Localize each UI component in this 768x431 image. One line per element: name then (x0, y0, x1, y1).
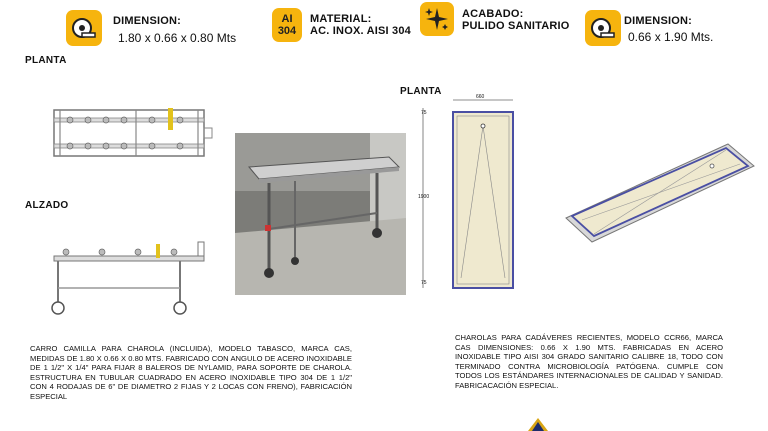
stretcher-description: CARRO CAMILLA PARA CHAROLA (INCLUIDA), MODELO TABASCO, MARCA CAS, MEDIDAS DE 1.80 X 0.66 X 0.80 MTS. FABRICADO CON ANGULO DE ACERO INOXIDABLE DE 1 1/2" X 1/4" PARA FIJAR 8 BALEROS DE NYLAMID, PARA SOPORTE DE CHAROLA. ESTRUCTURA EN TUBULAR CUADRADO EN ACERO INOXIDABLE TIPO 304 DE 1 1/2" CON 4 RODAJAS DE 6" DE DIAMETRO 2 FIJAS Y 2 LOCAS CON FRENO), FABRICACIÓN ESPECIAL (30, 344, 352, 401)
material-label: MATERIAL: (310, 13, 372, 25)
tray-3d-render (562, 138, 760, 248)
alzado-title: ALZADO (25, 200, 69, 211)
finish-value: PULIDO SANITARIO (462, 20, 570, 32)
logo-triangle-icon (528, 418, 548, 431)
tray-planta-title: PLANTA (400, 86, 442, 97)
stretcher-photo (235, 133, 406, 295)
dimension2-value: 0.66 x 1.90 Mts. (628, 30, 714, 44)
tray-plan-drawing (415, 92, 525, 304)
ai-304-badge (272, 8, 302, 42)
alzado-drawing (40, 238, 220, 318)
dim-bottom: 75 (421, 280, 427, 286)
dim-height: 1900 (418, 194, 430, 200)
dimension2-label: DIMENSION: (624, 15, 692, 27)
material-value: AC. INOX. AISI 304 (310, 25, 411, 37)
dimension-label: DIMENSION: (113, 15, 181, 27)
tray-description: CHAROLAS PARA CADÁVERES RECIENTES, MODELO CCR66, MARCA CAS DIMENSIONES: 0.66 X 1.90 MTS. FABRICADAS EN ACERO INOXIDABLE TIPO AISI 304 GRADO SANITARIO CALIBRE 18, TODO CON TERMINADO CONTRA MICROBIOLOGÍA PATÓGENA. CUMPLE CON TODOS LOS ESTÁNDARES INTERNACIONALES DE CALIDAD Y SANIDAD. FABRICACACIÓN ESPECIAL. (455, 333, 723, 390)
finish-label: ACABADO: (462, 8, 524, 20)
planta-title: PLANTA (25, 55, 67, 66)
dimension-value: 1.80 x 0.66 x 0.80 Mts (118, 31, 237, 45)
tape-measure-icon (66, 10, 102, 46)
badge-ai: AI (281, 13, 293, 25)
badge-304: 304 (277, 25, 297, 37)
dim-width: 660 (476, 94, 485, 100)
tape-measure-icon (585, 10, 621, 46)
planta-drawing (40, 100, 220, 166)
dim-top: 75 (421, 110, 427, 116)
sparkle-icon (420, 2, 454, 36)
